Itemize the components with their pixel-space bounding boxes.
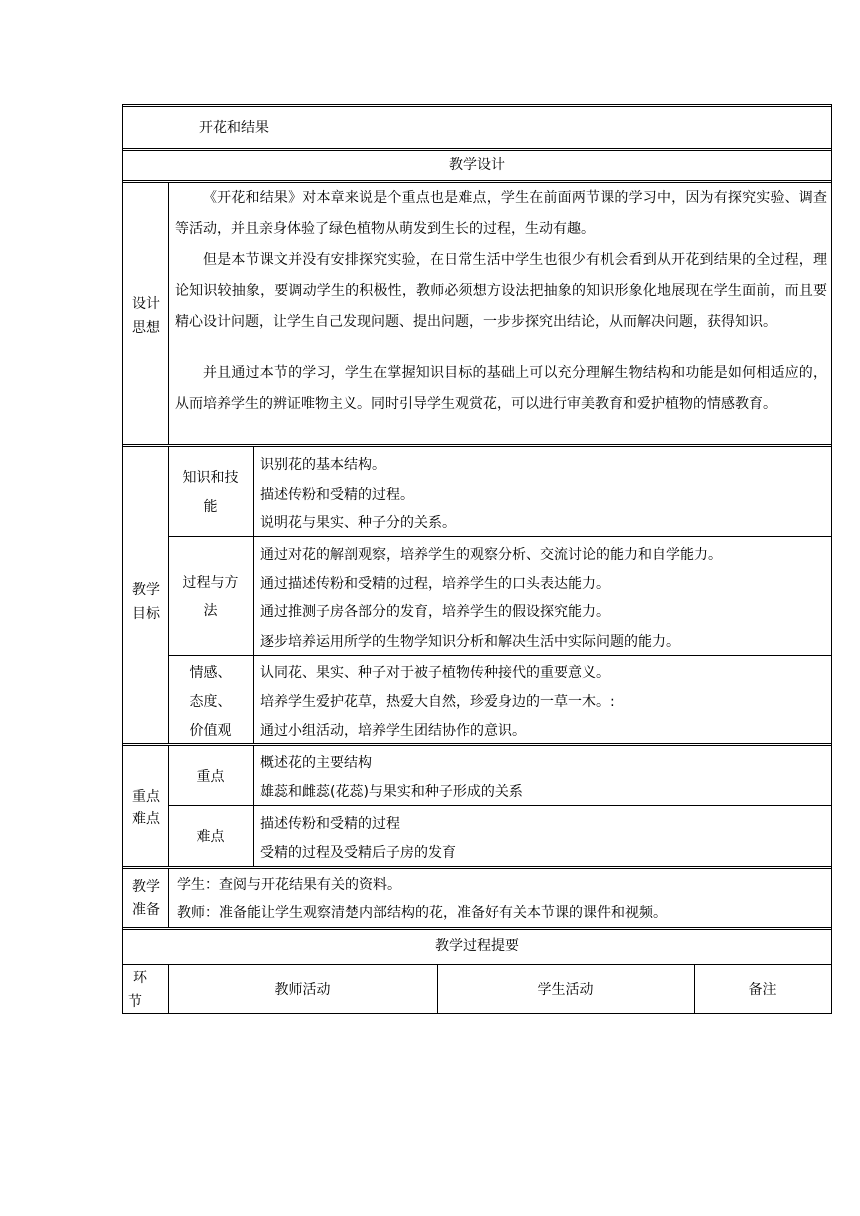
column-divider [253, 447, 254, 744]
column-divider [168, 746, 169, 867]
design-thought-label: 思想 [132, 320, 160, 336]
column-divider [168, 183, 169, 445]
goal-item: 通过描述传粉和受精的过程，培养学生的口头表达能力。 [260, 576, 610, 592]
difficult-item: 受精的过程及受精后子房的发育 [260, 845, 456, 861]
knowledge-label: 知识和技 [182, 470, 239, 486]
design-paragraph: 《开花和结果》对本章来说是个重点也是难点，学生在前面两节课的学习中，因为有探究实验、调查等活动，并且亲身体验了绿色植物从萌发到生长的过程，生动有趣。 [175, 190, 827, 237]
goal-item: 培养学生爱护花草，热爱大自然，珍爱身边的一草一木。: [260, 694, 615, 710]
design-thought-label: 设计 [132, 296, 160, 312]
goal-item: 通过小组活动，培养学生团结协作的意识。 [260, 723, 526, 739]
row-divider [122, 927, 832, 930]
goals-label: 教学 [132, 582, 160, 598]
column-divider [168, 869, 169, 928]
preparation-item: 学生：查阅与开花结果有关的资料。 [177, 877, 401, 893]
goal-item: 逐步培养运用所学的生物学知识分析和解决生活中实际问题的能力。 [260, 634, 680, 650]
lesson-title: 开花和结果 [199, 120, 269, 136]
key-item: 概述花的主要结构 [260, 755, 372, 771]
row-divider [122, 743, 832, 746]
key-item: 雄蕊和雌蕊(花蕊)与果实和种子形成的关系 [260, 784, 523, 800]
header-student-activity: 学生活动 [537, 982, 594, 998]
goal-item: 通过推测子房各部分的发育，培养学生的假设探究能力。 [260, 604, 610, 620]
emotion-label: 态度、 [189, 694, 232, 710]
row-divider [122, 444, 832, 447]
row-divider [122, 148, 832, 151]
cell-divider [168, 805, 831, 806]
table-left-border [122, 104, 123, 1014]
cell-divider [168, 655, 831, 656]
key-points-label: 重点 [132, 789, 160, 805]
goal-item: 通过对花的解剖观察，培养学生的观察分析、交流讨论的能力和自学能力。 [260, 547, 722, 563]
goal-item: 识别花的基本结构。 [260, 457, 386, 473]
goals-label: 目标 [132, 606, 160, 622]
goal-item: 说明花与果实、种子分的关系。 [260, 515, 456, 531]
goal-item: 描述传粉和受精的过程。 [260, 487, 414, 503]
preparation-item: 教师：准备能让学生观察清楚内部结构的花，准备好有关本节课的课件和视频。 [177, 905, 667, 921]
header-stage: 节 [128, 994, 142, 1010]
knowledge-label: 能 [203, 499, 218, 515]
table-top-border [122, 104, 832, 107]
emotion-label: 价值观 [189, 723, 232, 739]
header-teacher-activity: 教师活动 [274, 982, 331, 998]
preparation-label: 准备 [132, 902, 160, 918]
difficult-label: 难点 [196, 829, 225, 845]
process-method-label: 过程与方 [182, 575, 239, 591]
preparation-label: 教学 [132, 879, 160, 895]
table-bottom-border [122, 1013, 832, 1014]
header-note: 备注 [748, 982, 777, 998]
difficult-item: 描述传粉和受精的过程 [260, 816, 400, 832]
section-heading-design: 教学设计 [449, 157, 505, 173]
section-heading-process: 教学过程提要 [435, 938, 519, 954]
table-right-border [831, 104, 832, 1014]
design-paragraph: 并且通过本节的学习，学生在掌握知识目标的基础上可以充分理解生物结构和功能是如何相适应的，从而培养学生的辨证唯物主义。同时引导学生观赏花，可以进行审美教育和爱护植物的情感教育。 [175, 365, 827, 412]
design-paragraph: 但是本节课文并没有安排探究实验，在日常生活中学生也很少有机会看到从开花到结果的全过程，理论知识较抽象，要调动学生的积极性，教师必须想方设法把抽象的知识形象化地展现在学生面前，而且要精心设计问题，让学生自己发现问题、提出问题，一步步探究出结论，从而解决问题，获得知识。 [175, 252, 827, 330]
row-divider [122, 866, 832, 869]
goal-item: 认同花、果实、种子对于被子植物传种接代的重要意义。 [260, 665, 610, 681]
process-method-label: 法 [203, 603, 218, 619]
cell-divider [168, 536, 831, 537]
key-points-label: 难点 [132, 811, 160, 827]
emotion-label: 情感、 [189, 665, 232, 681]
row-divider [122, 964, 832, 965]
header-stage: 环 [133, 970, 147, 986]
key-label: 重点 [196, 769, 225, 785]
column-divider [253, 746, 254, 867]
